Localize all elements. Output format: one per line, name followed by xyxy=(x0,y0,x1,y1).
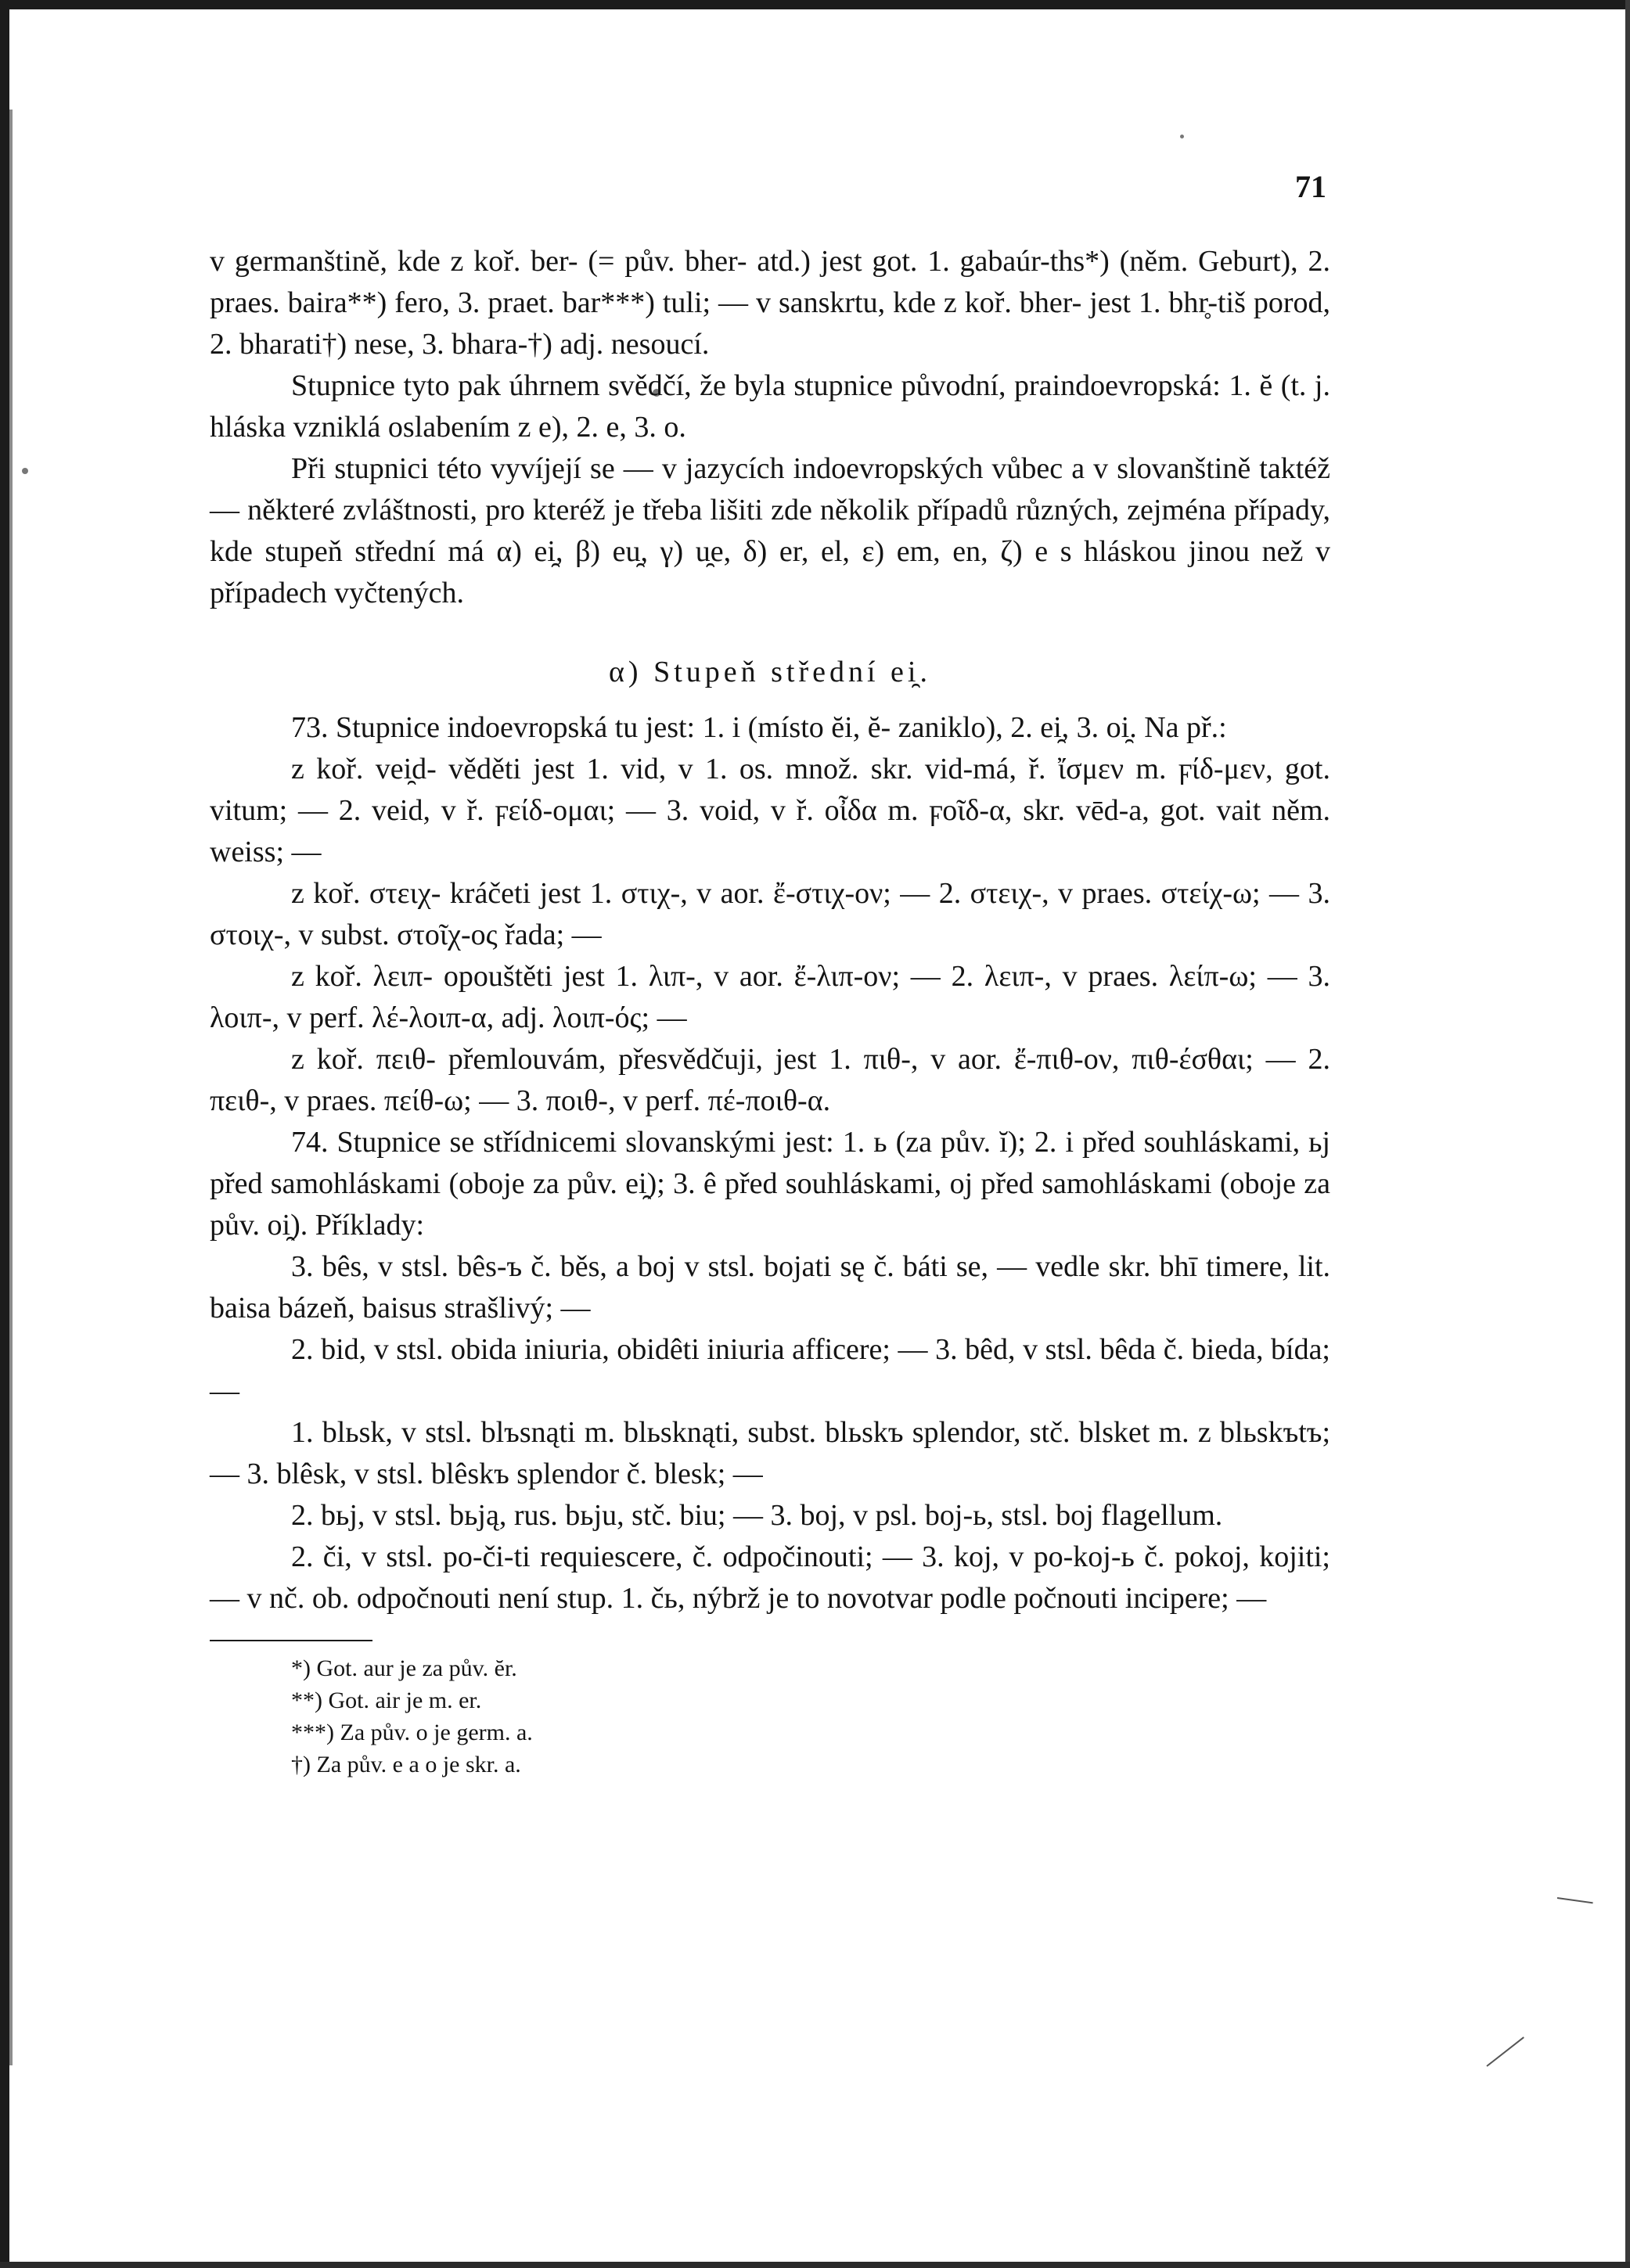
section-74-intro: 74. Stupnice se střídnicemi slovanskými jest: 1. ь (za pův. ĭ); 2. i před souhláskami, ьj před samohláskami (oboje za pův. ei̯); 3. ê před souhláskami, oj před samohláskami (oboje za pův. oi̯). Příklady: xyxy=(210,1126,1330,1242)
example-bes: 3. bês, v stsl. bês-ъ č. běs, a boj v stsl. bojati sę č. báti se, — vedle skr. bhī timere, lit. baisa bázeň, baisus strašlivý; — xyxy=(210,1250,1330,1324)
page-body xyxy=(210,241,1330,1781)
scan-pencil-mark xyxy=(1486,2036,1524,2067)
example-bj: 2. bьj, v stsl. bьją, rus. bьju, stč. biu; — 3. boj, v psl. boj-ь, stsl. boj flagellum. xyxy=(291,1499,1223,1532)
scan-edge-bottom xyxy=(0,2262,1630,2268)
scan-edge-top xyxy=(0,0,1630,9)
example-peith: z koř. πειθ- přemlouvám, přesvědčuji, jest 1. πιθ-, v aor. ἔ-πιθ-ον, πιθ-έσθαι; — 2. πειθ-, v praes. πείθ-ω; — 3. ποιθ-, v perf. πέ-ποιθ-α. xyxy=(210,1043,1330,1117)
section-heading: α) Stupeň střední ei̯. xyxy=(609,656,931,688)
paragraph-pri-stupnici: Při stupnici této vyvíjejí se — v jazycích indoevropských vůbec a v slovanštině taktéž — některé zvláštnosti, pro kteréž je třeba lišiti zde několik případů různých, zejména případy, kde stupeň střední má α) ei̯, β) eu̯, γ) u̯e, δ) er, el, ε) em, en, ζ) e s hláskou jinou než v případech vyčtených. xyxy=(210,452,1330,609)
scan-speck xyxy=(22,468,28,474)
page-number: 71 xyxy=(1295,169,1326,204)
example-ci: 2. či, v stsl. po-či-ti requiescere, č. odpočinouti; — 3. koj, v po-koj-ь č. pokoj, kojiti; — v nč. ob. odpočnouti není stup. 1. čь, nýbrž je to novotvar podle počnouti incipere; — xyxy=(210,1540,1330,1615)
example-veid: z koř. vei̯d- věděti jest 1. vid, v 1. os. množ. skr. vid-má, ř. ἴσμεν m. ϝίδ-μεν, got. vitum; — 2. veid, v ř. ϝείδ-ομαι; — 3. void, v ř. οἶδα m. ϝοῖδ-α, skr. vēd-a, got. vait něm. weiss; — xyxy=(210,753,1330,868)
example-bid: 2. bid, v stsl. obida iniuria, obidêti iniuria afficere; — 3. bêd, v stsl. bêda č. bieda, bída; — xyxy=(210,1333,1330,1407)
scan-edge-right xyxy=(1625,0,1630,2268)
example-steich: z koř. στειχ- kráčeti jest 1. στιχ-, v aor. ἔ-στιχ-ον; — 2. στειχ-, v praes. στείχ-ω; — 3. στοιχ-, v subst. στοῖχ-ος řada; — xyxy=(210,877,1330,951)
footnote-3: ***) Za pův. o je germ. a. xyxy=(291,1720,533,1745)
example-leip: z koř. λειπ- opouštěti jest 1. λιπ-, v aor. ἔ-λιπ-ον; — 2. λειπ-, v praes. λείπ-ω; — 3. λοιπ-, v perf. λέ-λοιπ-α, adj. λοιπ-ός; — xyxy=(210,960,1330,1034)
scan-speck xyxy=(1180,135,1184,138)
footnote-1: *) Got. aur je za pův. ĕr. xyxy=(291,1655,517,1681)
example-blsk: 1. blьsk, v stsl. blъsnąti m. blьsknąti, subst. blьskъ splendor, stč. blsket m. z blьskъtъ; — 3. blêsk, v stsl. blêskъ splendor č. blesk; — xyxy=(210,1416,1330,1490)
footnote-divider xyxy=(210,1640,372,1641)
paragraph-stupnice: Stupnice tyto pak úhrnem svědčí, že byla stupnice původní, praindoevropská: 1. ĕ (t. j. hláska vzniklá oslabením z e), 2. e, 3. o. xyxy=(210,369,1330,444)
page-gutter-shadow xyxy=(9,110,13,2065)
section-73-intro: 73. Stupnice indoevropská tu jest: 1. i (místo ĕi, ĕ- zaniklo), 2. ei̯, 3. oi̯. Na př.: xyxy=(291,711,1227,744)
footnote-2: **) Got. air je m. er. xyxy=(291,1688,482,1713)
footnotes xyxy=(291,1652,1330,1781)
scan-pencil-mark xyxy=(1557,1897,1593,1903)
footnote-4: †) Za pův. e a o je skr. a. xyxy=(291,1752,521,1777)
scan-edge-left xyxy=(0,0,9,2268)
paragraph-continuation: v germanštině, kde z koř. ber- (= pův. bher- atd.) jest got. 1. gabaúr-ths*) (něm. Geburt), 2. praes. baira**) fero, 3. praet. bar***) tuli; — v sanskrtu, kde z koř. bher- jest 1. bhr̥-tiš porod, 2. bharati†) nese, 3. bhara-†) adj. nesoucí. xyxy=(210,245,1330,361)
